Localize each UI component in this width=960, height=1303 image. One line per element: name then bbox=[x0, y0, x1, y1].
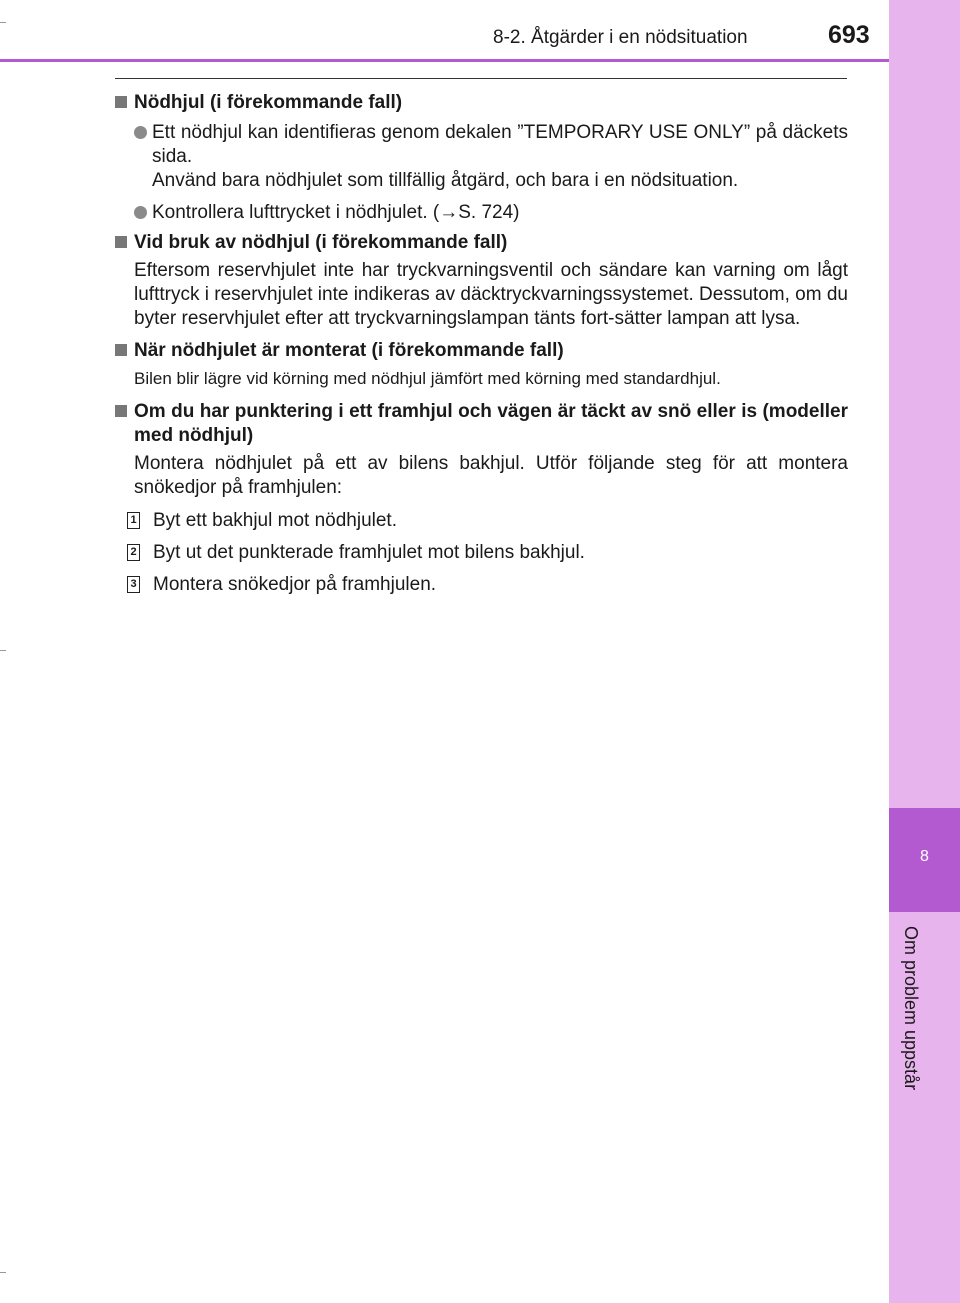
list-item bbox=[115, 201, 848, 225]
content-top-rule bbox=[115, 78, 847, 79]
section-heading: Vid bruk av nödhjul (i förekommande fall) bbox=[115, 231, 848, 255]
section-heading: Nödhjul (i förekommande fall) bbox=[115, 91, 848, 115]
numbered-step bbox=[115, 573, 848, 597]
page-number: 693 bbox=[828, 21, 870, 49]
header-section-title: 8-2. Åtgärder i en nödsituation bbox=[493, 27, 748, 48]
section-spare-mounted bbox=[115, 339, 848, 391]
chapter-side-strip bbox=[889, 0, 960, 1303]
square-bullet-icon bbox=[115, 236, 127, 248]
numbered-step bbox=[115, 509, 848, 533]
numbered-step bbox=[115, 541, 848, 565]
round-bullet-icon bbox=[134, 206, 147, 219]
chapter-number: 8 bbox=[920, 848, 929, 865]
step-number: 1 bbox=[127, 512, 140, 529]
square-bullet-icon bbox=[115, 344, 127, 356]
crop-mark bbox=[0, 1272, 6, 1273]
chapter-title: Om problem uppstår bbox=[901, 926, 921, 1091]
step-number: 2 bbox=[127, 544, 140, 561]
step-text: Montera snökedjor på framhjulen. bbox=[153, 574, 437, 595]
page-reference: S. 724) bbox=[458, 202, 520, 223]
header-divider bbox=[0, 59, 889, 62]
crop-mark bbox=[0, 22, 6, 23]
square-bullet-icon bbox=[115, 405, 127, 417]
bullet-text: Kontrollera lufttrycket i nödhjulet. ( bbox=[152, 202, 440, 223]
list-item bbox=[115, 121, 848, 193]
round-bullet-icon bbox=[134, 126, 147, 139]
section-body: Montera nödhjulet på ett av bilens bakhjul. Utför följande steg för att montera snökedjor på framhjulen: bbox=[134, 453, 848, 498]
square-bullet-icon bbox=[115, 96, 127, 108]
section-body: Eftersom reservhjulet inte har tryckvarningsventil och sändare kan varning om lågt lufttryck i reservhjulet inte indikeras av däcktryckvarningssystemet. Dessutom, om du byter reservhjulet efter att tryckvarningslampan tänts fort-sätter lampan att lysa. bbox=[134, 260, 848, 329]
section-heading: När nödhjulet är monterat (i förekommande fall) bbox=[115, 339, 848, 363]
reference-arrow-icon: → bbox=[439, 202, 459, 223]
bullet-text: Ett nödhjul kan identifieras genom dekalen ”TEMPORARY USE ONLY” på däckets sida. bbox=[152, 122, 848, 167]
section-spare-wheel bbox=[115, 91, 848, 225]
section-front-puncture bbox=[115, 400, 848, 597]
section-body: Bilen blir lägre vid körning med nödhjul jämfört med körning med standardhjul. bbox=[134, 369, 721, 388]
step-text: Byt ut det punkterade framhjulet mot bilens bakhjul. bbox=[153, 542, 585, 563]
page-content bbox=[115, 91, 848, 597]
crop-mark bbox=[0, 650, 6, 651]
step-number: 3 bbox=[127, 576, 140, 593]
section-heading: Om du har punktering i ett framhjul och vägen är täckt av snö eller is (modeller med nödhjul) bbox=[115, 400, 848, 448]
step-text: Byt ett bakhjul mot nödhjulet. bbox=[153, 510, 397, 531]
bullet-text: Använd bara nödhjulet som tillfällig åtgärd, och bara i en nödsituation. bbox=[152, 170, 739, 191]
section-spare-use bbox=[115, 231, 848, 331]
